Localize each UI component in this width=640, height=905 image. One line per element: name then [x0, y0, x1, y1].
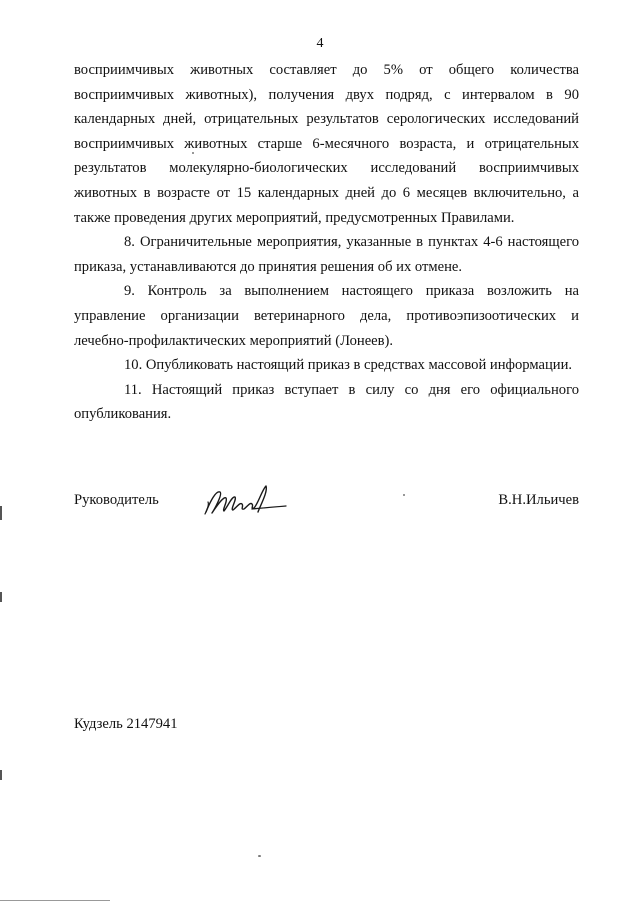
- scan-speck: [192, 152, 194, 154]
- signatory-name: В.Н.Ильичев: [498, 492, 579, 508]
- scan-speck: [258, 855, 261, 857]
- handwritten-signature-icon: [200, 482, 290, 522]
- scan-edge-mark: [0, 770, 2, 780]
- scan-edge-mark: [0, 506, 2, 520]
- paragraph-item-8: 8. Ограничительные мероприятия, указанные в пунктах 4-6 настоящего приказа, устанавливаются до принятия решения об их отмене.: [74, 234, 579, 275]
- paragraph-continuation: восприимчивых животных составляет до 5% от общего количества восприимчивых животных), получения двух подряд, с интервалом в 90 календарных дней, отрицательных результатов серологических исследований восприимчивых животных старше 6-месячного возраста, и отрицательных результатов молекулярно-биологических исследований восприимчивых животных в возрасте от 15 календарных дней до 6 месяцев включительно, а также проведения других мероприятий, предусмотренных Правилами.: [74, 62, 579, 226]
- paragraph-item-10: 10. Опубликовать настоящий приказ в средствах массовой информации.: [124, 357, 573, 374]
- signatory-role: Руководитель: [74, 492, 159, 508]
- scan-edge-mark: [0, 900, 110, 901]
- paragraph-item-11: 11. Настоящий приказ вступает в силу со дня его официального опубликования.: [74, 381, 579, 423]
- document-body: [74, 58, 579, 427]
- executor-info: Кудзель 2147941: [74, 716, 178, 732]
- paragraph-item-9: 9. Контроль за выполнением настоящего приказа возложить на управление организации ветеринарного дела, противоэпизоотических и лечебно-профилактических мероприятий (Лонеев).: [74, 283, 579, 349]
- scan-speck: [403, 494, 405, 496]
- page-number: 4: [316, 36, 324, 51]
- signature-block: [74, 482, 579, 522]
- scan-edge-mark: [0, 592, 2, 602]
